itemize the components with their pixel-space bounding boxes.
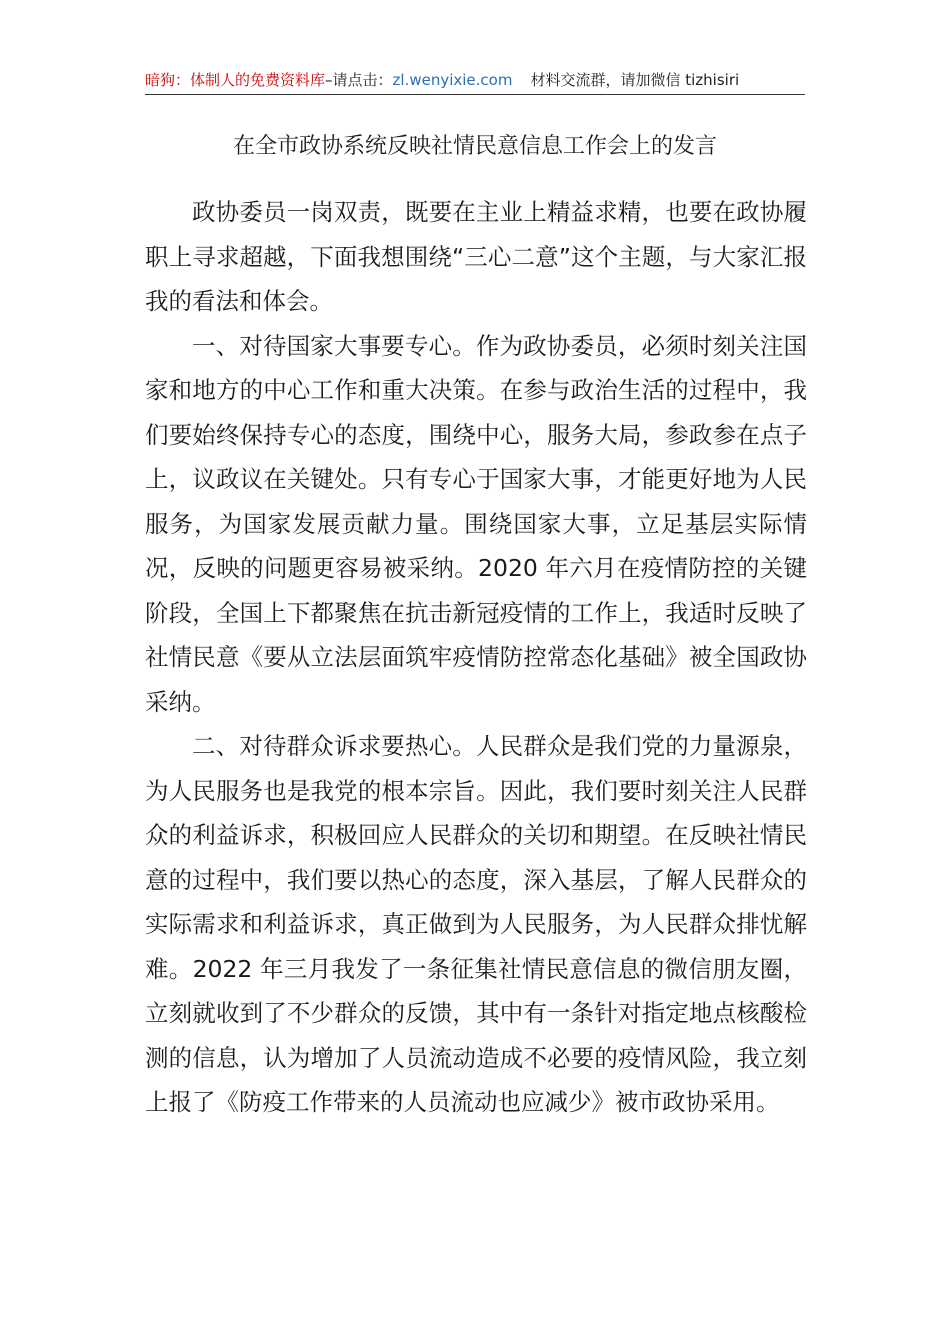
paragraph-section-1: 一、对待国家大事要专心。作为政协委员，必须时刻关注国家和地方的中心工作和重大决策。在参与政治生活的过程中，我们要始终保持专心的态度，围绕中心，服务大局，参政参在点子上，议政议在关键处。只有专心于国家大事，才能更好地为人民服务，为国家发展贡献力量。围绕国家大事，立足基层实际情况，反映的问题更容易被采纳。2020 年六月在疫情防控的关键阶段，全国上下都聚焦在抗击新冠疫情的工作上，我适时反映了社情民意《要从立法层面筑牢疫情防控常态化基础》被全国政协采纳。 bbox=[145, 331, 807, 716]
document-body bbox=[145, 190, 807, 1125]
paragraph-section-2: 二、对待群众诉求要热心。人民群众是我们党的力量源泉，为人民服务也是我党的根本宗旨。因此，我们要时刻关注人民群众的利益诉求，积极回应人民群众的关切和期望。在反映社情民意的过程中，我们要以热心的态度，深入基层，了解人民群众的实际需求和利益诉求，真正做到为人民服务，为人民群众排忧解难。2022 年三月我发了一条征集社情民意信息的微信朋友圈，立刻就收到了不少群众的反馈，其中有一条针对指定地点核酸检测的信息，认为增加了人员流动造成不必要的疫情风险，我立刻上报了《防疫工作带来的人员流动也应减少》被市政协采用。 bbox=[145, 732, 807, 1116]
header-brand: 暗狗：体制人的免费资料库 bbox=[145, 71, 326, 89]
watermark-header bbox=[145, 68, 805, 95]
header-click-prompt: –请点击： bbox=[325, 71, 393, 89]
paragraph-intro: 政协委员一岗双责，既要在主业上精益求精，也要在政协履职上寻求超越，下面我想围绕“三心二意”这个主题，与大家汇报我的看法和体会。 bbox=[145, 198, 807, 315]
document-title: 在全市政协系统反映社情民意信息工作会上的发言 bbox=[232, 134, 717, 159]
header-link[interactable]: zl.wenyixie.com bbox=[392, 71, 513, 89]
header-contact: 材料交流群，请加微信 tizhisiri bbox=[530, 71, 740, 89]
